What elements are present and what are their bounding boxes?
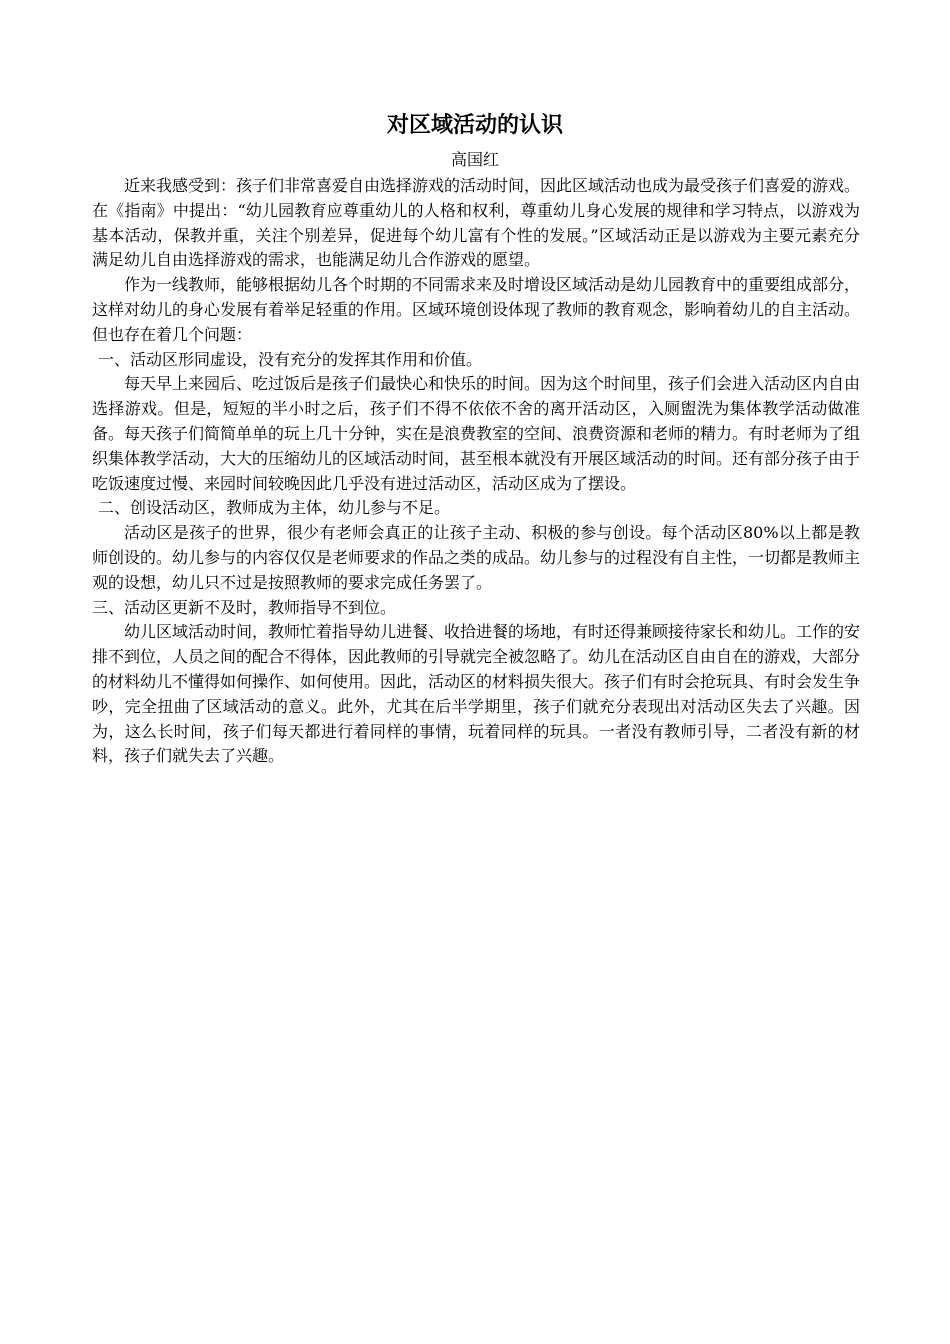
paragraph-section-3: 幼儿区域活动时间，教师忙着指导幼儿进餐、收拾进餐的场地，有时还得兼顾接待家长和幼儿。工作的安排不到位，人员之间的配合不得体，因此教师的引导就完全被忽略了。幼儿在活动区自由自在的游戏，大部分的材料幼儿不懂得如何操作、如何使用。因此，活动区的材料损失很大。孩子们有时会抢玩具、有时会发生争吵，完全扭曲了区域活动的意义。此外，尤其在后半学期里，孩子们就充分表现出对活动区失去了兴趣。因为，这么长时间，孩子们每天都进行着同样的事情，玩着同样的玩具。一者没有教师引导，二者没有新的材料，孩子们就失去了兴趣。 xyxy=(92,622,861,766)
document-title: 对区域活动的认识 xyxy=(386,113,563,138)
paragraph-section-1: 每天早上来园后、吃过饭后是孩子们最快心和快乐的时间。因为这个时间里，孩子们会进入活动区内自由选择游戏。但是，短短的半小时之后，孩子们不得不依依不舍的离开活动区，入厕盥洗为集体教学活动做准备。每天孩子们简简单单的玩上几十分钟，实在是浪费教室的空间、浪费资源和老师的精力。有时老师为了组织集体教学活动，大大的压缩幼儿的区域活动时间，甚至根本就没有开展区域活动的时间。还有部分孩子由于吃饭速度过慢、来园时间较晚因此几乎没有进过活动区，活动区成为了摆设。 xyxy=(92,374,861,493)
paragraph-intro: 近来我感受到：孩子们非常喜爱自由选择游戏的活动时间，因此区域活动也成为最受孩子们喜爱的游戏。在《指南》中提出：“幼儿园教育应尊重幼儿的人格和权利，尊重幼儿身心发展的规律和学习特点，以游戏为基本活动，保教并重，关注个别差异，促进每个幼儿富有个性的发展。”区域活动正是以游戏为主要元素充分满足幼儿自由选择游戏的需求，也能满足幼儿合作游戏的愿望。 xyxy=(92,176,861,270)
paragraph-context: 作为一线教师，能够根据幼儿各个时期的不同需求来及时增设区域活动是幼儿园教育中的重要组成部分，这样对幼儿的身心发展有着举足轻重的作用。区域环境创设体现了教师的教育观念，影响着幼儿的自主活动。但也存在着几个问题： xyxy=(92,275,861,344)
section-heading-3: 三、活动区更新不及时，教师指导不到位。 xyxy=(92,597,397,617)
section-heading-1: 一、活动区形同虚设，没有充分的发挥其作用和价值。 xyxy=(98,349,483,369)
paragraph-section-2: 活动区是孩子的世界，很少有老师会真正的让孩子主动、积极的参与创设。每个活动区80%以上都是教师创设的。幼儿参与的内容仅仅是老师要求的作品之类的成品。幼儿参与的过程没有自主性，一切都是教师主观的设想，幼儿只不过是按照教师的要求完成任务罢了。 xyxy=(92,523,861,592)
section-heading-2: 二、创设活动区，教师成为主体，幼儿参与不足。 xyxy=(98,498,451,518)
document-body xyxy=(92,174,860,769)
author-name: 高国红 xyxy=(450,150,499,169)
